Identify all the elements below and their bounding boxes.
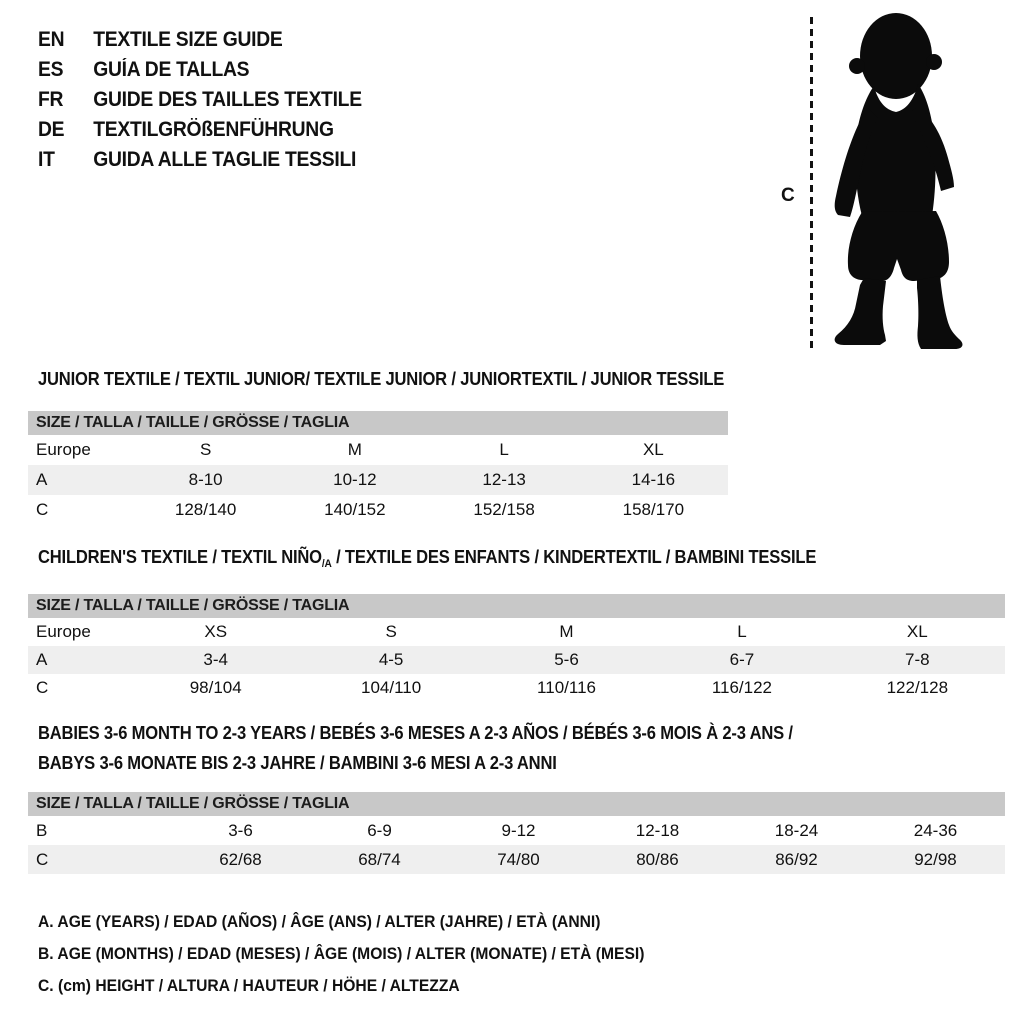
age-cell: 4-5 bbox=[378, 650, 404, 669]
babies-section-heading bbox=[38, 718, 793, 778]
row-label: A bbox=[36, 470, 48, 489]
height-cell: 104/110 bbox=[361, 678, 422, 697]
months-cell: 9-12 bbox=[501, 820, 536, 840]
children-heading-subscript: /A bbox=[321, 558, 332, 570]
table-row-europe bbox=[28, 435, 728, 465]
size-cell: XL bbox=[906, 622, 928, 641]
age-cell: 7-8 bbox=[905, 650, 930, 669]
lang-title: GUIDE DES TAILLES TEXTILE bbox=[93, 88, 362, 111]
height-cell: 80/86 bbox=[636, 849, 679, 869]
height-cell: 68/74 bbox=[358, 849, 401, 869]
height-cell: 116/122 bbox=[711, 678, 773, 697]
months-cell: 18-24 bbox=[774, 820, 819, 840]
height-cell: 86/92 bbox=[775, 849, 818, 869]
age-cell: 6-7 bbox=[729, 650, 755, 669]
height-cell: 74/80 bbox=[497, 849, 540, 869]
age-cell: 10-12 bbox=[333, 470, 377, 489]
height-cell: 62/68 bbox=[219, 849, 262, 869]
height-cell: 140/152 bbox=[324, 500, 386, 519]
legend-notes bbox=[38, 906, 644, 1002]
babies-size-table bbox=[28, 792, 1005, 874]
lang-row-de bbox=[38, 115, 362, 145]
height-cell: 110/116 bbox=[537, 678, 596, 697]
note-height-cm: C. (cm) HEIGHT / ALTURA / HAUTEUR / HÖHE / ALTEZZA bbox=[38, 976, 460, 995]
table-row-height bbox=[28, 674, 1005, 702]
height-cell: 158/170 bbox=[622, 500, 685, 519]
children-section-heading bbox=[38, 547, 816, 570]
size-cell: XL bbox=[642, 440, 664, 459]
row-label: C bbox=[36, 500, 49, 519]
children-heading-pre: CHILDREN'S TEXTILE / TEXTIL NIÑO bbox=[38, 547, 322, 567]
lang-row-fr bbox=[38, 85, 362, 115]
language-title-list bbox=[38, 25, 390, 175]
lang-row-it bbox=[38, 145, 362, 175]
lang-code: ES bbox=[38, 58, 64, 81]
height-cell: 152/158 bbox=[473, 500, 535, 519]
size-cell: S bbox=[199, 440, 212, 459]
row-label: C bbox=[36, 849, 49, 869]
children-heading-post: / TEXTILE DES ENFANTS / KINDERTEXTIL / BAMBINI TESSILE bbox=[331, 547, 817, 567]
age-cell: 14-16 bbox=[631, 470, 676, 489]
age-cell: 12-13 bbox=[482, 470, 526, 489]
height-measure-dashed-line bbox=[810, 17, 813, 353]
toddler-silhouette-icon bbox=[820, 8, 972, 354]
age-cell: 3-4 bbox=[203, 650, 228, 669]
months-cell: 3-6 bbox=[228, 820, 253, 840]
babies-heading-line2: BABYS 3-6 MONATE BIS 2-3 JAHRE / BAMBINI 3-6 MESI A 2-3 ANNI bbox=[38, 753, 557, 773]
lang-title: TEXTILGRÖßENFÜHRUNG bbox=[93, 118, 334, 141]
children-size-table bbox=[28, 594, 1005, 702]
months-cell: 6-9 bbox=[367, 820, 392, 840]
height-cell: 122/128 bbox=[886, 678, 949, 697]
size-header-band: SIZE / TALLA / TAILLE / GRÖSSE / TAGLIA bbox=[28, 792, 1005, 816]
table-row-months bbox=[28, 816, 1005, 845]
age-cell: 8-10 bbox=[188, 470, 223, 489]
lang-title: TEXTILE SIZE GUIDE bbox=[93, 28, 283, 51]
age-cell: 5-6 bbox=[554, 650, 579, 669]
table-row-height bbox=[28, 495, 728, 525]
babies-heading-line1: BABIES 3-6 MONTH TO 2-3 YEARS / BEBÉS 3-6 MESES A 2-3 AÑOS / BÉBÉS 3-6 MOIS À 2-3 ANS / bbox=[38, 723, 793, 743]
size-header-band: SIZE / TALLA / TAILLE / GRÖSSE / TAGLIA bbox=[28, 594, 1005, 618]
height-measure-label: C bbox=[781, 185, 795, 206]
lang-code: IT bbox=[38, 148, 55, 171]
junior-size-table bbox=[28, 411, 728, 525]
row-label: C bbox=[36, 678, 49, 697]
size-header-band: SIZE / TALLA / TAILLE / GRÖSSE / TAGLIA bbox=[28, 411, 728, 435]
lang-title: GUÍA DE TALLAS bbox=[93, 58, 250, 81]
lang-code: DE bbox=[38, 118, 65, 141]
size-cell: L bbox=[499, 440, 509, 459]
size-cell: M bbox=[559, 622, 574, 641]
table-row-height bbox=[28, 845, 1005, 874]
lang-code: FR bbox=[38, 88, 64, 111]
size-cell: S bbox=[385, 622, 397, 641]
note-age-months: B. AGE (MONTHS) / EDAD (MESES) / ÂGE (MOIS) / ALTER (MONATE) / ETÀ (MESI) bbox=[38, 944, 645, 963]
note-age-years: A. AGE (YEARS) / EDAD (AÑOS) / ÂGE (ANS) / ALTER (JAHRE) / ETÀ (ANNI) bbox=[38, 912, 601, 931]
size-cell: L bbox=[737, 622, 747, 641]
lang-title: GUIDA ALLE TAGLIE TESSILI bbox=[93, 148, 357, 171]
row-label: B bbox=[36, 820, 48, 840]
height-cell: 92/98 bbox=[914, 849, 957, 869]
size-cell: M bbox=[347, 440, 362, 459]
row-label: A bbox=[36, 650, 48, 669]
size-cell: XS bbox=[204, 622, 228, 641]
lang-row-en bbox=[38, 25, 362, 55]
lang-code: EN bbox=[38, 28, 65, 51]
months-cell: 12-18 bbox=[635, 820, 680, 840]
table-row-age bbox=[28, 646, 1005, 674]
table-row-age bbox=[28, 465, 728, 495]
lang-row-es bbox=[38, 55, 362, 85]
junior-section-heading: JUNIOR TEXTILE / TEXTIL JUNIOR/ TEXTILE JUNIOR / JUNIORTEXTIL / JUNIOR TESSILE bbox=[38, 369, 725, 389]
table-row-europe bbox=[28, 618, 1005, 646]
height-cell: 98/104 bbox=[189, 678, 242, 697]
row-label: Europe bbox=[36, 622, 91, 641]
months-cell: 24-36 bbox=[913, 820, 958, 840]
height-cell: 128/140 bbox=[174, 500, 237, 519]
row-label: Europe bbox=[36, 440, 91, 459]
